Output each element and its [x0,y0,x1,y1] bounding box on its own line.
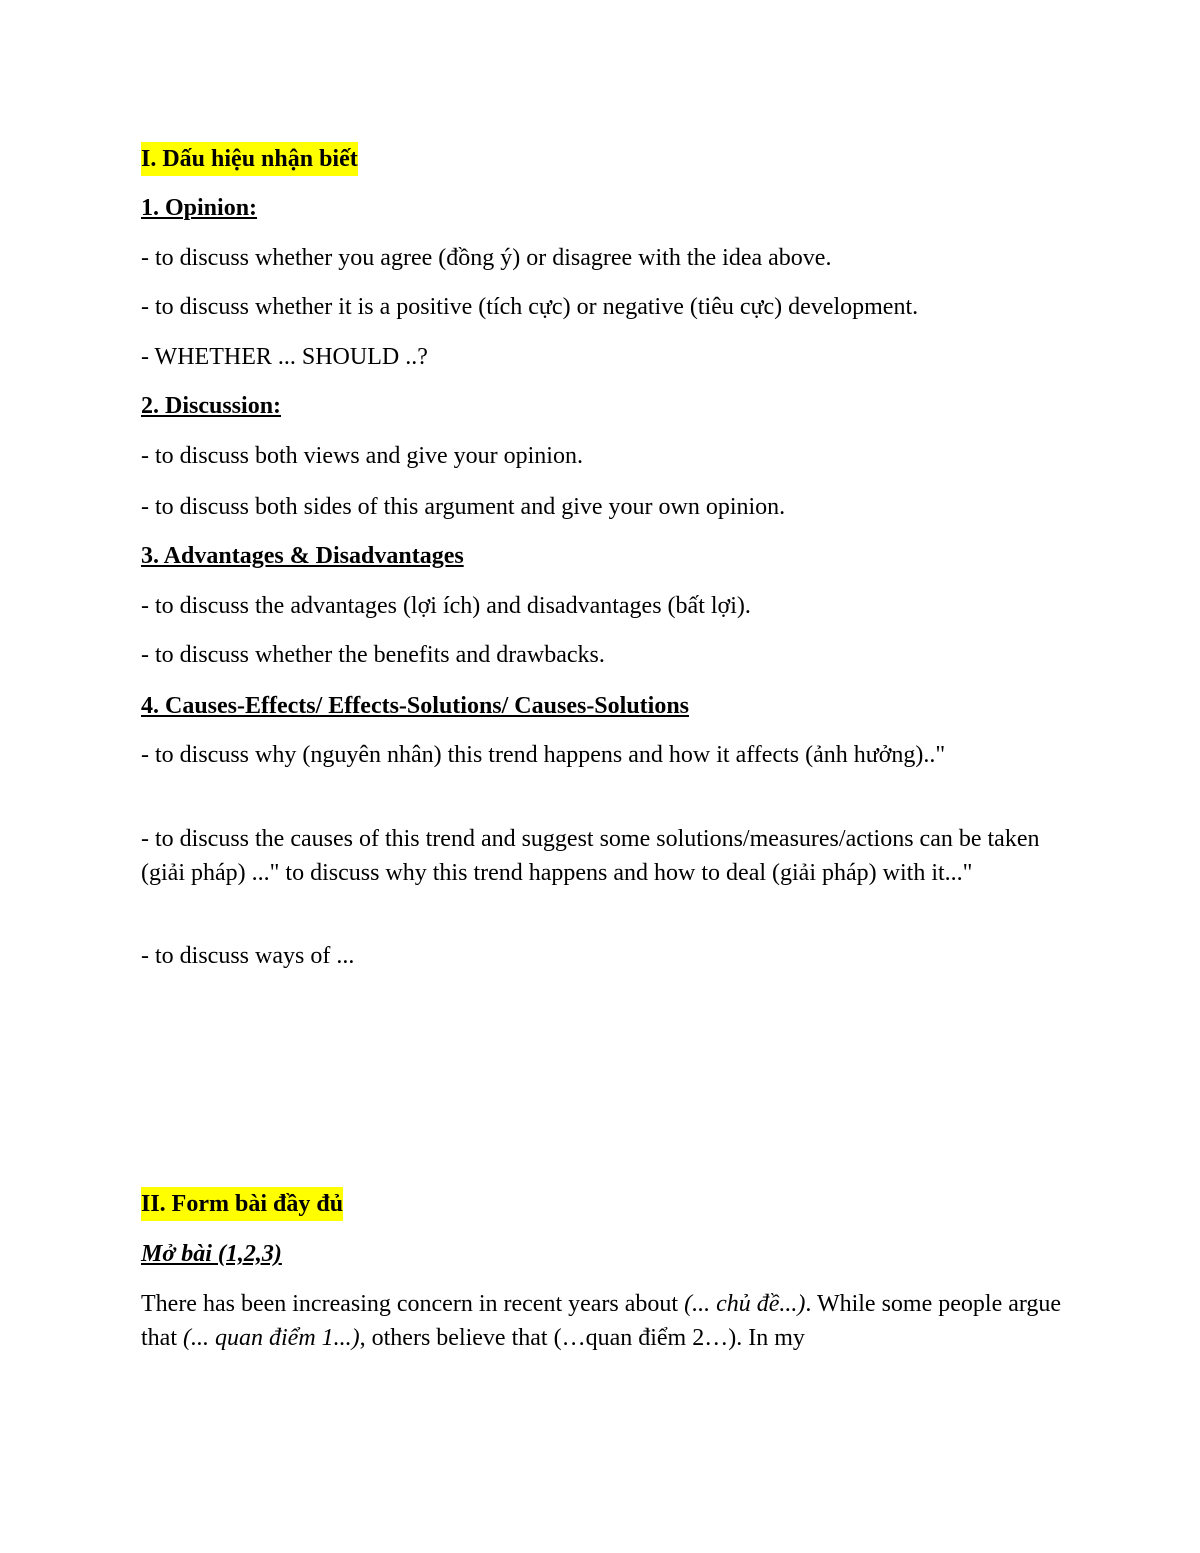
opinion-item-2: - to discuss whether it is a positive (tích cực) or negative (tiêu cực) development. [141,294,919,320]
advantages-item-1: - to discuss the advantages (lợi ích) and disadvantages (bất lợi). [141,593,751,619]
intro-paragraph [141,1287,1071,1355]
intro-text-part-3: , others believe that (…quan điểm 2…). In my [359,1325,805,1351]
discussion-title: 2. Discussion: [141,393,282,419]
intro-text-part-2: . While some people argue that [141,1291,1062,1351]
advantages-item-2: - to discuss whether the benefits and drawbacks. [141,642,605,668]
discussion-item-2: - to discuss both sides of this argument and give your own opinion. [141,494,786,520]
intro-title: Mở bài (1,2,3) [141,1241,282,1267]
causes-title: 4. Causes-Effects/ Effects-Solutions/ Causes-Solutions [141,693,690,719]
intro-text-part-1: There has been increasing concern in recent years about [141,1291,685,1317]
advantages-title: 3. Advantages & Disadvantages [141,543,464,569]
intro-topic-placeholder: (... chủ đề...) [684,1291,806,1317]
opinion-item-1: - to discuss whether you agree (đồng ý) or disagree with the idea above. [141,245,832,271]
discussion-item-1: - to discuss both views and give your opinion. [141,443,583,469]
causes-item-3: - to discuss ways of ... [141,943,355,969]
section-1-heading: I. Dấu hiệu nhận biết [141,142,358,176]
opinion-item-3: - WHETHER ... SHOULD ..? [141,344,428,370]
section-2-heading: II. Form bài đầy đủ [141,1187,343,1221]
causes-item-1: - to discuss why (nguyên nhân) this trend happens and how it affects (ảnh hưởng).." [141,742,946,768]
causes-item-2: - to discuss the causes of this trend and suggest some solutions/measures/actions can be taken (giải pháp) ..." to discuss why this trend happens and how to deal (giải pháp) with it..." [141,826,1040,886]
opinion-title: 1. Opinion: [141,195,258,221]
intro-view-1-placeholder: (... quan điểm 1...) [183,1325,360,1351]
